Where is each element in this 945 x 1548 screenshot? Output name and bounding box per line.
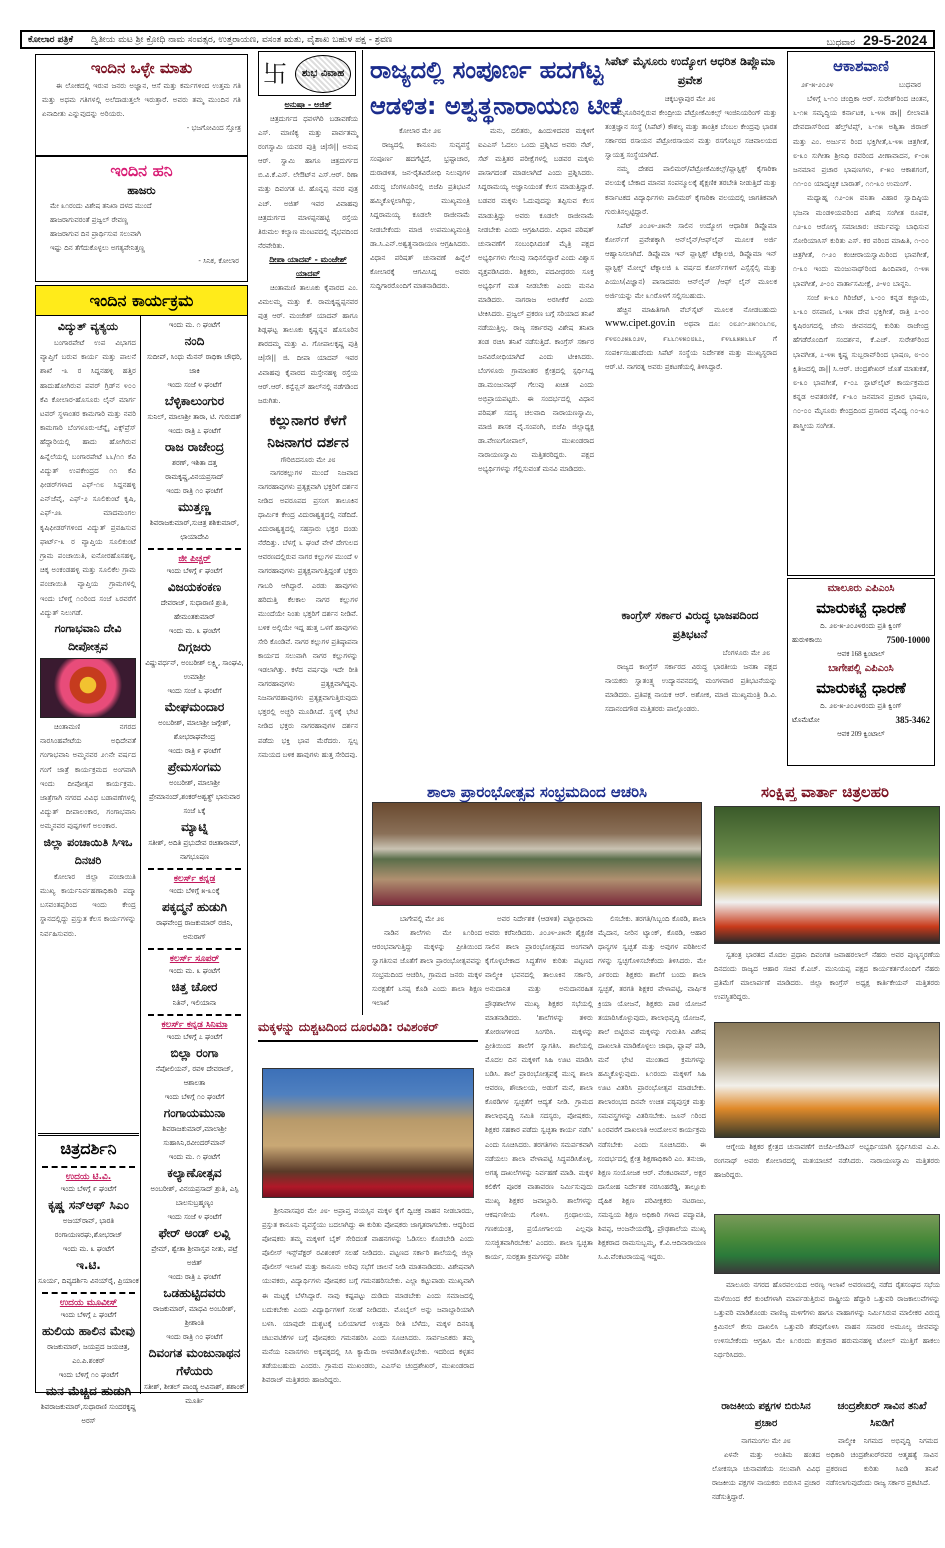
- programs-left-column: [40, 318, 136, 941]
- market1-date: ದಿ. ೨೮-೫-೨೦೨೪ರಂದು ಪ್ರತಿ ಕ್ವಿಂಗ್: [820, 622, 902, 630]
- panchanga-line: ದ್ವಿತೀಯ ಮಟ ಶ್ರೀ ಕ್ರೋಧಿ ನಾಮ ಸಂವತ್ಸರ, ಉತ್ತರಾಯಣ, ವಸಂತ ಋತು, ವೈಶಾಖ ಬಹುಳ ಪಕ್ಷ - ಶ್ರವಣ: [90, 34, 393, 45]
- tv-channel-name: ಕಲರ್ಸ್ ಸೂಪರ್: [169, 954, 220, 964]
- tv-channel-name: ಕಲರ್ಸ್ ಕನ್ನಡ: [173, 874, 216, 884]
- chandrashekhar-text: ವಾಲ್ಮೀಕಿ ನಿಗಮದ ಅಭಿವೃದ್ಧಿ ನಿಗಮದ ಅಧಿಕಾರಿ ಚಂದ್ರಶೇಖರ್‌ರವರ ಆತ್ಮಹತ್ಯೆ ಸಾವಿನ ಪ್ರಕರಣದ ಕುರಿತು ಸಿಐಡಿ ತನಿಖೆ ನಡೆಸಲಾಗುವುದೆಂದು ರಾಜ್ಯ ಸರ್ಕಾರ ಪ್ರಕಟಿಸಿದೆ.: [826, 1437, 938, 1488]
- movie-title: ಪಕ್ಕದ್ಮನೆ ಹುಡುಗಿ: [161, 900, 228, 914]
- show-time: ಇಂದು ಸಂಜೆ ೬ ಘಂಟೆಗೆ: [167, 687, 222, 695]
- chitradarshini-section: [38, 1133, 139, 1425]
- movie-cast: ಶಿವರಾಜಕುಮಾರ್,ಮಾಲಾಶ್ರೀ ಸುಹಾಸಿನಿ,ರವೀಂದರ್‌ಮಾನ್: [162, 1125, 227, 1147]
- cipet-para4: ಹೆಚ್ಚಿನ ಮಾಹಿತಿಗಾಗಿ ವೆಬ್‌ಸೈಟ್ ಮೂಲಕ ನೋಡಬಹುದು: [617, 306, 777, 315]
- brief-caption1-text: ಸ್ವತಂತ್ರ ಭಾರತದ ಮೊದಲ ಪ್ರಧಾನಿ ದಿವಂಗತ ಜವಾಹರಲಾಲ್ ನೆಹರು ಅವರ ಪುಣ್ಯಸ್ಮರಣೆಯ ದಿನದಂದು ರಾಜ್ಯದ ಆಹಾರ ಸಚಿವ ಕೆ.ಎಚ್. ಮುನಿಯಪ್ಪ ಪಕ್ಷದ ಕಾರ್ಯಕರ್ತರೊಂದಿಗೆ ನೆಹರು ಪ್ರತಿಮೆಗೆ ಮಾಲಾರ್ಪಣೆ ಮಾಡಿದರು. ಜಿಲ್ಲಾ ಕಾಂಗ್ರೆಸ್ ಅಧ್ಯಕ್ಷ ಕಾರ್ತಿಕೇಯನ್ ಮತ್ತಿತರರು ಉಪಸ್ಥಿತರಿದ್ದರು.: [714, 951, 940, 1002]
- akashvani-date: ೨೯-೫-೨೦೨೪: [801, 81, 834, 89]
- movie-cast: ಅಜಯ್‌ರಾವ್, ಭಾರತಿ ರಂಗಾಯಣರಘು,ಶೋಭರಾಜ್: [54, 1217, 123, 1239]
- movie-title: ಬೆಳ್ಳಿಕಾಲುಂಗುರ: [164, 394, 225, 408]
- movie-title: ಪ್ರೇಮಸಂಗಮ: [167, 760, 222, 774]
- movie-cast: ದೇವರಾಜ್, ಸುಧಾರಾಣಿ ಶ್ರುತಿ, ಹೇಮಂತಕುಮಾರ್: [160, 599, 229, 621]
- tv-channel-name: ಉದಯ ಮೂವೀಸ್: [59, 1298, 118, 1308]
- tv-listings-column: [144, 318, 246, 1405]
- poem-line: ಇಷ್ಟು ದಿನ ತೆಗೆದುಕೊಳ್ಳಲು ಅಗತ್ಯವೇನಿತ್ತಣ್ಣ: [50, 244, 145, 252]
- zp-title: ಜಿಲ್ಲಾ ಪಂಚಾಯಿತಿ ಸಿಇಒ ದಿನಚರಿ: [43, 835, 133, 867]
- festival-body: [40, 720, 136, 834]
- show-time: ಇಂದು ರಾತ್ರಿ ೯ ಘಂಟೆಗೆ: [168, 747, 221, 755]
- section-divider: [148, 868, 241, 870]
- wedding-logo-text: ಶುಭ ವಿವಾಹ: [295, 55, 351, 93]
- akashvani-day: ಬುಧವಾರ: [898, 81, 921, 89]
- show-time: ಇಂದು ಬೆಳಿಗ್ಗೆ ೫-೩೦ಕ್ಕೆ: [169, 887, 220, 895]
- police-headline-rule: [258, 1040, 478, 1042]
- lead-col2: [478, 124, 594, 778]
- todays-drop-box: [35, 156, 248, 282]
- school-col2-text: ಅವರ ನಿರ್ದೇಶಕ (ಆಡಳಿತ) ಪಟ್ಟಾಭಿರಾಮ ಅವರು ಕರೆನೀಡಿದರು. ೨೦೨೪-೨೫ನೇ ಶೈಕ್ಷಣಿಕ ಸಾಲಿನ ಶಾಲಾ ಪ್ರಾರಂಭೋತ್ಸವದ ಅಂಗವಾಗಿ ಕೈಗೊಳ್ಳಬೇಕಾದ ಸಿದ್ಧತೆಗಳ ಕುರಿತು ಪಟ್ಟಣದ ವಾಲ್ಮೀಕಿ ಭವನದಲ್ಲಿ ತಾಲೂಕಿನ ಸರ್ಕಾರಿ, ಅನುದಾನಿತ ಮತ್ತು ಅನುದಾನರಹಿತ ಪ್ರೌಢಶಾಲೆಗಳ ಮುಖ್ಯ ಶಿಕ್ಷಕರ ಸಭೆಯಲ್ಲಿ ಮಾತನಾಡಿದರು. 'ಶಾಲೆಗಳನ್ನು ತಳಿರು ತೋರಣಗಳಿಂದ ಸಿಂಗರಿಸಿ. ಮಕ್ಕಳನ್ನು ಪ್ರೀತಿಯಿಂದ ಶಾಲೆಗೆ ಸ್ವಾಗತಿಸಿ. ಶಾಲೆಯಲ್ಲಿ ಮೊದಲ ದಿನ ಮಕ್ಕಳಿಗೆ ಸಿಹಿ ಊಟ ಮಾಡಿಸಿ ಬಡಿಸಿ. ಶಾಲೆ ಪ್ರಾರಂಭೋತ್ಸವಕ್ಕೆ ಮುನ್ನ ಶಾಲಾ ಆವರಣ, ಶೌಚಾಲಯ, ಅಡುಗೆ ಮನೆ, ಶಾಲಾ ಕೊಠಡಿಗಳ ಸ್ವಚ್ಛತೆಗೆ ಆದ್ಯತೆ ನೀಡಿ. ಗ್ರಾಮದ ಶಾಲಾಭಿವೃದ್ಧಿ ಸಮಿತಿ ಸದಸ್ಯರು, ಪೋಷಕರು, ಶಿಕ್ಷಕರ ಸಹಕಾರ ಪಡೆದು ಸ್ವಚ್ಛತಾ ಕಾರ್ಯ ನಡೆಸಿ' ಎಂದು ಸೂಚಿಸಿದರು. ತರಗತಿಗಳು ಸಮರ್ಪಕವಾಗಿ ನಡೆಯಲು ಶಾಲಾ ವೇಳಾಪಟ್ಟಿ ಸಿದ್ಧಪಡಿಸಿಕೊಳ್ಳಿ, ಅಗತ್ಯ ದಾಖಲೆಗಳನ್ನು ನಿರ್ವಹಣೆ ಮಾಡಿ. ಮಕ್ಕಳ ಕಲಿಕೆಗೆ ಪೂರಕ ವಾತಾವರಣ ನಿರ್ಮಿಸುವುದು ಮುಖ್ಯ ಶಿಕ್ಷಕರ ಜವಾಬ್ದಾರಿ. ಶಾಲೆಗಳನ್ನು ಆಕರ್ಷಣೀಯ ಗೊಳಿಸಿ. ಗ್ರಂಥಾಲಯ, ಗಣಕಯಂತ್ರ, ಪ್ರಯೋಗಾಲಯ ಎಲ್ಲವೂ ಸುಸಜ್ಜಿತವಾಗಿರಬೇಕು' ಎಂದರು. ಶಾಲಾ ಸ್ವಚ್ಛತಾ ಕಾರ್ಯ, ಸುರಕ್ಷತಾ ಕ್ರಮಗಳನ್ನು ಪರಿಶೀ: [485, 915, 593, 1262]
- market2-price: 385-3462: [895, 715, 930, 725]
- section-divider: [42, 1166, 135, 1168]
- couple1-name: ಅನುಷಾ - ಅಜಿತ್: [284, 100, 332, 109]
- good-word-source: - ಭಜಗೋವಿಂದ ಸ್ತೋತ್ರ: [186, 123, 241, 132]
- movie-cast: ಪ್ರೇಮ್, ಶ್ವೇತಾ ಶ್ರೀವಾಸ್ತವ ನೀತು, ಪಟ್ರೆ ಅಜಿತ್: [151, 1245, 238, 1267]
- zp-body: [40, 870, 136, 941]
- protest-dateline: ಬೆಂಗಳೂರು ಮೇ ೨೮: [722, 649, 770, 657]
- movie-cast: ನಿತಿನ್, ಇಲಿಯಾನಾ: [172, 999, 217, 1007]
- market2-date: ದಿ. ೨೮-೫-೨೦೨೪ರಂದು ಪ್ರತಿ ಕ್ವಿಂಗ್: [820, 702, 902, 710]
- movie-title: ಚಿತ್ತ ಚೋರ: [171, 980, 218, 994]
- market2-arrival: ಆವಕ 209 ಕ್ವಿಂಟಾಲ್: [837, 730, 885, 738]
- movie-cast: ನೆಪೋಲಿಯನ್, ರವಳಿ ದೇವರಾಜ್, ಆಶಾಲತಾ: [155, 1065, 234, 1087]
- lead-col2-text: ಮನು, ದಲಿತರು, ಹಿಂದುಳಿದವರ ಮಕ್ಕಳಿಗೆ ಐಎಎಸ್ ಓದಲು ಒಂದು ಪ್ರಶ್ನಿಸಿದ ಅವರು ನೆಟ್, ಸೆಟ್ ಮತ್ತಿತರ ಪರೀಕ್ಷೆಗಳಲ್ಲಿ ಬಡವರ ಮಕ್ಕಳು ಪಾಸಾಗದಂತೆ ಮಾಡಲಾಗಿದೆ ಎಂದು ಪ್ರಶ್ನಿಸಿದರು. ಸಿದ್ದರಾಮಯ್ಯ ಅಜ್ಞಾನಿಯಂತೆ ಕೆಲಸ ಮಾಡುತ್ತಿದ್ದಾರೆ. ಬಡವರ ಮಕ್ಕಳು ಓದುವುದನ್ನು ತಪ್ಪಿಸುವ ಕೆಲಸ ಮಾಡುತ್ತಿದ್ದು ಅವರು ಕೂಡಲೇ ರಾಜೀನಾಮೆ ನೀಡಬೇಕು ಎಂದು ಆಗ್ರಹಿಸಿದರು. ವಿಧಾನ ಪರಿಷತ್ ಚುನಾವಣೆಗೆ ಸಂಬಂಧಿಸಿದಂತೆ ಮೈತ್ರಿ ಪಕ್ಷದ ಅಭ್ಯರ್ಥಿಗಳು ಗೆಲುವು ಸಾಧಿಸಲಿದ್ದಾರೆ ಎಂದು ವಿಶ್ವಾಸ ವ್ಯಕ್ತಪಡಿಸಿದರು. ಶಿಕ್ಷಕರು, ಪದವೀಧರರು ಸೂಕ್ತ ಅಭ್ಯರ್ಥಿಗೆ ಮತ ನೀಡಬೇಕು ಎಂದು ಮನವಿ ಮಾಡಿದರು. ನಾಗರಾಜ ಅರಸೀಕೆರೆ ಎಂದು ಟೀಕಿಸಿದರು. ಪ್ರಜ್ವಲ್ ಪ್ರಕರಣ ಬಗ್ಗೆ ಸರಿಯಾದ ತನಿಖೆ ನಡೆಯುತ್ತಿಲ್ಲ. ರಾಜ್ಯ ಸರ್ಕಾರವು ವಿಶೇಷ ತನಿಖಾ ತಂಡ ರಚಿಸಿ ತನಿಖೆ ನಡೆಸುತ್ತಿದೆ. ಕಾಂಗ್ರೆಸ್ ಸರ್ಕಾರ ಜನವಿರೋಧಿಯಾಗಿದೆ ಎಂದು ಟೀಕಿಸಿದರು. ಬೆಂಗಳೂರು ಗ್ರಾಮಾಂತರ ಕ್ಷೇತ್ರದಲ್ಲಿ ಸ್ಪರ್ಧಿಸಿದ್ದ ಡಾ.ಮಂಜುನಾಥ್ ಗೆಲುವು ಖಚಿತ ಎಂದು ಅಭಿಪ್ರಾಯಪಟ್ಟರು. ಈ ಸಂದರ್ಭದಲ್ಲಿ ವಿಧಾನ ಪರಿಷತ್ ಸದಸ್ಯ ಚಲವಾದಿ ನಾರಾಯಣಸ್ವಾಮಿ, ಮಾಜಿ ಶಾಸಕ ವೈ.ಸಂಪಂಗಿ, ಬಿಜೆಪಿ ಜಿಲ್ಲಾಧ್ಯಕ್ಷ ಡಾ.ವೇಣುಗೋಪಾಲ್, ಮುಖಂಡರಾದ ನಾರಾಯಣಸ್ವಾಮಿ ಮತ್ತಿತರರಿದ್ದರು. ಪಕ್ಷದ ಅಭ್ಯರ್ಥಿಗಳನ್ನು ಗೆಲ್ಲಿಸುವಂತೆ ಮನವಿ ಮಾಡಿದರು.: [478, 127, 594, 474]
- section-divider: [148, 1014, 241, 1016]
- protest-text: ರಾಜ್ಯದ ಕಾಂಗ್ರೆಸ್ ಸರ್ಕಾರದ ವಿರುದ್ಧ ಭಾರತೀಯ ಜನತಾ ಪಕ್ಷದ ನಾಯಕರು ಸ್ವಾತಂತ್ರ್ಯ ಉದ್ಯಾನವನದಲ್ಲಿ ಮಂಗಳವಾರ ಪ್ರತಿಭಟನೆಯನ್ನು ಮಾಡಿದರು. ಪ್ರತಿಪಕ್ಷ ನಾಯಕ ಆರ್. ಅಶೋಕ, ಮಾಜಿ ಮುಖ್ಯಮಂತ್ರಿ ಡಿ.ವಿ. ಸದಾನಂದಗೌಡ ಮತ್ತಿತರರು ಪಾಲ್ಗೊಂಡರು.: [605, 663, 777, 714]
- movie-title: ದಿವಂಗತ ಮಂಜುನಾಥನ ಗೆಳೆಯರು: [148, 1346, 241, 1378]
- cipet-dateline: ಚಿಕ್ಕಬಳ್ಳಾಪುರ ಮೇ ೨೮: [664, 95, 716, 103]
- section-divider: [148, 548, 241, 550]
- market1-price: 7500-10000: [886, 635, 930, 645]
- masthead-strip: [20, 30, 935, 49]
- movie-cast: ಸತೀಶ್, ಅದಿತಿ ಪ್ರಭುದೇವ ರಚಿತಾರಾಮ್, ನಾಗಭೂಷಣ: [148, 839, 241, 861]
- show-time: ಇಂದು ರಾತ್ರಿ ೭ ಘಂಟೆಗೆ: [168, 427, 221, 435]
- cipet-website-link[interactable]: www.cipet.gov.in: [605, 318, 676, 330]
- show-time: ಇಂದು ಬೆಳಿಗ್ಗೆ ೧೦ ಘಂಟೆಗೆ: [58, 1371, 119, 1379]
- cipet-contact: ಅಥವಾ ದೂ: ೦೮೨೧-೨೫೧೦೬೧೮, ೯೪೮೦೨೫೩೦೨೪, ೯೬೬೧೪೫೦೮೩೭, ೯೪೬೩೫೫೬೬೯ ಗೆ ಸಂಪರ್ಕಿಸಬಹುದೆಂದು ಸಿಪೆಟ್ ಸಂಸ್ಥೆಯ ನಿರ್ದೇಶಕ ಮತ್ತು ಮುಖ್ಯಸ್ಥರಾದ ಆರ್.ಟಿ. ನಾಗರತ್ನ ಅವರು ಪ್ರಕಟಣೆಯಲ್ಲಿ ತಿಳಿಸಿದ್ದಾರೆ.: [605, 320, 777, 371]
- movie-cast: ಸತೀಶ್, ಶೀತಲ್ ಪಾಂಡ್ಯ ಅವಿನಾಶ್, ಶಶಾಂಕ್ ಮೂರ್ತಿ: [144, 1383, 246, 1405]
- movie-cast: ರಾಘವೇಂದ್ರ ರಾಜಕುಮಾರ್ ರಜಿನಿ, ಅನುರಾಗ್: [156, 919, 233, 941]
- police-text: ಶ್ರೀನಿವಾಸಪುರ ಮೇ ೨೮- ಅಪ್ರಾಪ್ತ ವಯಸ್ಸಿನ ಮಕ್ಕಳ ಕೈಗೆ ದ್ವಿಚಕ್ರ ವಾಹನ ನೀಡಬಾರದು, ಪ್ರಸ್ತುತ ಕಾನೂನು ವ್ಯವಸ್ಥೆಯು ಬದಲಾಗಿದ್ದು ಈ ಕುರಿತು ಪೋಷಕರು ಜಾಗೃತರಾಗಬೇಕು. ಆದ್ದರಿಂದ ಪೋಷಕರು ತಮ್ಮ ಮಕ್ಕಳಿಗೆ ಬೈಕ್ ಸೇರಿದಂತೆ ವಾಹನಗಳನ್ನು ಓಡಿಸಲು ಕೊಡಬೇಡಿ ಎಂದು ಪೊಲೀಸ್ ಇನ್ಸ್‌ಪೆಕ್ಟರ್ ರವಿಶಂಕರ್ ಸಲಹೆ ನೀಡಿದರು. ಪಟ್ಟಣದ ಸರ್ಕಾರಿ ಶಾಲೆಯಲ್ಲಿ ಜಿಲ್ಲಾ ಪೊಲೀಸ್ ಇಲಾಖೆ ಮತ್ತು ಕಾನೂನು ಅರಿವು ಸಭೆಗೆ ಚಾಲನೆ ನೀಡಿ ಮಾತನಾಡಿದರು. ವಿಶೇಷವಾಗಿ ಯುವಕರು, ವಿದ್ಯಾರ್ಥಿಗಳು ಪೋಷಕರ ಬಗ್ಗೆ ಗಮನಹರಿಸಬೇಕು. ಎಲ್ಲಾ ಕಟ್ಟುಪಾಡು ಮುಖ್ಯವಾಗಿ ಈ ಮಟ್ಟಕ್ಕೆ ಬೆಳೆಸಿದ್ದಾರೆ. ನಾವು ಕಷ್ಟಪಟ್ಟು ದುಡಿದು ಮಾಡಬೇಕು ಎಂದು ಸಮಾಜದಲ್ಲಿ ಬದುಕಬೇಕು ಎಂದು ವಿದ್ಯಾರ್ಥಿಗಳಿಗೆ ಸಲಹೆ ನೀಡಿದರು. ಮೊಬೈಲ್ ಅನ್ನು ಜವಾಬ್ದಾರಿಯಾಗಿ ಬಳಸಿ. ಯಾವುದೇ ದುಶ್ಚಟಕ್ಕೆ ಬಲಿಯಾಗದೆ ಉತ್ತಮ ರೀತಿ ಬೆಳೆದು, ಮಕ್ಕಳ ದಿನನಿತ್ಯ ಚಟುವಟಿಕೆಗಳ ಬಗ್ಗೆ ಪೋಷಕರು ಗಮನಹರಿಸಿ ಎಂದು ಸೂಚಿಸಿದರು. ಸಾರ್ವಜನಿಕರು ತಮ್ಮ ಮನೆಯ ನಿವಾಸಗಳು ಅಕ್ಕಪಕ್ಕದಲ್ಲಿ ಸಿಸಿ ಕ್ಯಾಮೆರಾ ಅಳವಡಿಸಿಕೊಳ್ಳಬೇಕು. ಇದರಿಂದ ಕಳ್ಳತನ ತಡೆಯಬಹುದು ಎಂದರು. ಗ್ರಾಮದ ಮುಖಂಡರು, ಎಎಸ್‌ಐ ಚಂದ್ರಶೇಖರ್, ಮುಖಂಡರಾದ ಶಿವರಾಜ್ ಮತ್ತಿತರರು ಹಾಜರಿದ್ದರು.: [262, 1207, 474, 1385]
- movie-title: ಒಡಹುಟ್ಟಿದವರು: [163, 1286, 226, 1300]
- todays-drop-subtitle: ಹಾಜರು: [127, 184, 156, 197]
- movie-cast: ಶಿವರಾಜಕುಮಾರ್,ಸುಚಿತ್ರ ಶಶಿಕುಮಾರ್, ಛಾಯಾದೇವಿ: [149, 519, 240, 541]
- issue-date-value: 29-5-2024: [863, 31, 927, 48]
- programs-column-divider: [140, 316, 141, 1394]
- show-time: ಇಂದು ಮ. ೩ ಘಂಟೆಗೆ: [168, 627, 221, 635]
- movie-cast: ಅಂಬರೀಶ್, ಮಾಲಾಶ್ರೀ ಜಗ್ಗೇಶ್, ಶೋಭರಾಘವೇಂದ್ರ: [158, 719, 231, 741]
- market1-apmc: ಮಾಲೂರು ಎಪಿಎಂಸಿ: [827, 583, 895, 594]
- akashvani-evening: ಸಂಜೆ ೫-೩೦ ಗಿರಿಜೆಟ್, ೬-೦೦ ಕನ್ನಡ ಕಜ್ಜಾಯ, ೬-೩೦ ರಸವಾಣಿ, ೬-೫೫ ದೇವ ಭಕ್ತಿಗೀತೆ, ರಾತ್ರಿ ೭-೦೦ ಕೃಷಿರಂಗದಲ್ಲಿ ಜೇನು ಜೀವನದಲ್ಲಿ ಕುರಿತು ರಾಜೇಂದ್ರ ಹೆಗಡೆರೊಂದಿಗೆ ಸಂದರ್ಶನ, ಕೆ.ಎಚ್. ಸುರೇಶ್‌ರಿಂದ ಭಾವಗೀತ, ೭-೪೫ ಕೃಷ್ಣ ಸುಬ್ಬರಾವ್‌ರಿಂದ ಭಾಷಣ, ೮-೦೦ ಕ್ಷಿತಿಜದಲ್ಲಿ ಡಾ|| ಸಿ.ಆರ್. ಚಂದ್ರಶೇಖರ್ ಜೊತೆ ಮಾತುಕತೆ, ೮-೩೦ ಭಾವಗೀತೆ, ೯-೦೭ ಸ್ಪಾಟ್‌ಲೈಟ್ ಕಾರ್ಯಕ್ರಮದ ಕನ್ನಡ ಅವತರಣಿಕೆ, ೯-೩೦ ಜನಮಾನ ಪ್ರಚಾರ ಭಾಷಣ, ೧೦-೦೦ ಮೈಸೂರು ಕೇಂದ್ರದಿಂದ ಪ್ರಸಾರದ ವೈವಿಧ್ಯ ೧೦-೩೦ ಶಾಸ್ತ್ರೀಯ ಸಂಗೀತ.: [793, 292, 929, 430]
- snake-headline: ಕಲ್ಲುನಾಗರ ಕೆಳಗೆ ನಿಜನಾಗರ ದರ್ಶನ: [267, 412, 349, 451]
- market2-row: [792, 713, 930, 727]
- poem-line: ಹಾಜರಾಗುವ ದಿನ ಪ್ರಾರ್ಥಿಸುವ ಸಲುವಾಗಿ: [50, 230, 141, 238]
- movie-title: ದಿಗ್ಗಜರು: [177, 640, 212, 654]
- movie-title: ಫೇರ್ ಅಂಡ್ ಲವ್ಲಿ: [158, 1226, 231, 1240]
- school-dateline: ಬಾಗೇಪಲ್ಲಿ ಮೇ ೨೮: [399, 915, 445, 923]
- section-divider: [42, 1292, 135, 1294]
- poem-line: ಮೇ ೩೧ರಂದು ವಿಶೇಷ ತನಿಖಾ ದಳದ ಮುಂದೆ: [50, 202, 152, 210]
- school-col3: [598, 912, 706, 1540]
- snake-text: [258, 466, 358, 796]
- todays-drop-poem: [44, 199, 239, 255]
- good-word-title: ಇಂದಿನ ಒಳ್ಳೇ ಮಾತು: [90, 59, 193, 77]
- parties-dateline: ನಾಗಮಂಗಲ ಮೇ ೨೮: [741, 1437, 791, 1445]
- market1-title: ಮಾರುಕಟ್ಟೆ ಧಾರಣೆ: [816, 599, 906, 617]
- todays-programs-header: [36, 286, 247, 316]
- show-time: ಇಂದು ಮ. ೩ ಘಂಟೆಗೆ: [168, 967, 221, 975]
- lead-col1: [370, 138, 470, 778]
- snake-dateline: ಗೌರಿಬಿದನೂರು ಮೇ ೨೮: [280, 455, 336, 464]
- chandrashekhar-headline: ಚಂದ್ರಶೇಖರ್ ಸಾವಿನ ತನಿಖೆ ಸಿಐಡಿಗೆ: [837, 1401, 927, 1429]
- tv-channel-name: ಜೀ ಪಿಚ್ಚರ್: [178, 554, 211, 564]
- nehru-tribute-photo: [714, 806, 940, 944]
- issue-date: [826, 32, 927, 48]
- brief-caption2: [714, 1140, 940, 1212]
- school-col1-text: ನಾಡಿನ ಶಾಲೆಗಳು ಮೇ ೩೧ರಿಂದ ಆರಂಭವಾಗುತ್ತಿದ್ದು ಮಕ್ಕಳನ್ನು ಪ್ರೀತಿಯಿಂದ ಸ್ವಾಗತಿಸುವ ಜೊತೆಗೆ ಶಾಲಾ ಪ್ರಾರಂಭೋತ್ಸವವನ್ನು ಸಂಭ್ರಮದಿಂದ ಆಚರಿಸಿ, ಗ್ರಾಮದ ಜನರು ಮಕ್ಕಳ ಸುರಕ್ಷತೆಗೆ ೬ನಪ್ಪ ಕೊಡಿ ಎಂದು ಶಾಲಾ ಶಿಕ್ಷಣ ಇಲಾಖೆ: [372, 929, 482, 1008]
- parties-text: ಏಳನೇ ಮತ್ತು ಅಂತಿಮ ಹಂತದ ಲೋಕಸಭಾ ಚುನಾವಣೆಯ ಸಲುವಾಗಿ ವಿವಿಧ ರಾಜಕೀಯ ಪಕ್ಷಗಳ ನಾಯಕರು ಬಿರುಸಿನ ಪ್ರಚಾರ ನಡೆಸುತ್ತಿದ್ದಾರೆ.: [712, 1451, 820, 1502]
- show-time: ಇಂದು ಮ. ೧ ಘಂಟೆಗೆ: [168, 1153, 221, 1161]
- movie-title: ಕೃಷ್ಣ ಸನ್‌ಆಫ್ ಸಿಎಂ: [48, 1198, 129, 1212]
- todays-programs-title: ಇಂದಿನ ಕಾರ್ಯಕ್ರಮ: [89, 291, 194, 310]
- wedding1-text: [258, 112, 358, 253]
- movie-cast: ಸುನಿಲ್, ಮಾಲಾಶ್ರೀ ತಾರಾ, ಟಿ. ಗುರುದತ್: [147, 413, 242, 421]
- show-time: ಇಂದು ರಾತ್ರಿ ೧೦ ಘಂಟೆಗೆ: [166, 487, 223, 495]
- movie-cast: ವಿಷ್ಣುವರ್ಧನ್, ಅಂಬರೀಶ್ ಲಕ್ಷ್ಮಿ, ಸಾಂಘವಿ, ಉಮಾಶ್ರೀ: [145, 659, 244, 681]
- poem-line: ಹಾಜರಾಗುವರಂತೆ ಪ್ರಜ್ವಲ್ ರೇವಣ್ಣ: [50, 216, 128, 224]
- show-time: ಇಂದು ಸಂಜೆ ೪ ಘಂಟೆಗೆ: [167, 1213, 222, 1221]
- movie-cast: ರಾಜಕುಮಾರ್, ಮಾಧವಿ ಅಂಬರೀಶ್, ಶ್ರೀಶಾಂತಿ: [153, 1305, 236, 1327]
- movie-title: ಮುತ್ತಣ್ಣ: [178, 500, 211, 514]
- wedding1-body: ಚಿತ್ರದುರ್ಗದ ಧವಳಗಿರಿ ಬಡಾವಣೆಯ ಎಸ್. ಮಾಣಿಕ್ಯ ಮತ್ತು ಪಾರ್ವತಮ್ಮ ರಂಗಸ್ವಾಮಿ ಯವರ ಪುತ್ರಿ ಚಿ|ಸೌ|| ಅನುಷ ಆರ್. ಸ್ವಾಮಿ ಹಾಗೂ ಚಿತ್ರದುರ್ಗದ ಬಿ.ವಿ.ಕೆ.ಎಸ್. ಲೇಔಟ್‌ನ ಎಸ್.ಆರ್. ರಿಣಾ ಮತ್ತು ದಿವಂಗತ ಟಿ. ಹೊನ್ನಪ್ಪ ನವರ ಪುತ್ರ ಎಚ್. ಅಜಿತ್ ಇವರ ವಿವಾಹವು ಚಿತ್ರದುರ್ಗದ ಮಾಳಪ್ಪನಹಟ್ಟಿ ರಸ್ತೆಯ ತಿರುಮಲ ಕಲ್ಯಾಣ ಮಂಟಪದಲ್ಲಿ ವೈಭವದಿಂದ ನೆರವೇರಿತು.: [258, 115, 358, 250]
- movie-cast: ಸೂರ್ಯ, ದಿವ್ಯದರ್ಶಿನಿ ವಿನಯ್‌ರೈ, ಪ್ರಿಯಾಂಕ: [38, 1277, 139, 1285]
- school-col2: [485, 912, 593, 1540]
- cipet-para2: ನಮ್ಮ ದೇಶದ ಪಾಲಿಮರ್/ಪೆಟ್ರೋಕೆಮಿಕಲ್ಸ್/ಪ್ಲಾಸ್ಟಿಕ್ಸ್ ಕೈಗಾರಿಕಾ ವಲಯಕ್ಕೆ ಬೇಕಾದ ಮಾನವ ಸಂಪನ್ಮೂಲಕ್ಕೆ ಶೈಕ್ಷಣಿಕ ತರಬೇತಿ ನೀಡುತ್ತಿದೆ ಮತ್ತು ಕರ್ನಾಟಕದ ವಿದ್ಯಾರ್ಥಿಗಳು ಪಾಲಿಮರ್ ಕೈಗಾರಿಕಾ ವಲಯದಲ್ಲಿ ಜಾಗತಿಕವಾಗಿ ಗುರುತಿಸಲ್ಪಟ್ಟಿದ್ದಾರೆ.: [605, 165, 777, 216]
- protest-headline: ಕಾಂಗ್ರೆಸ್ ಸರ್ಕಾರ ವಿರುದ್ಧ ಭಾಜಪದಿಂದ ಪ್ರತಿಭಟನೆ: [621, 609, 759, 641]
- wedding2-text: [258, 281, 358, 408]
- movie-title: ಗಂಗಾಯಮುನಾ: [163, 1106, 226, 1120]
- good-word-body: [42, 79, 241, 122]
- movie-cast: ಶಿವರಾಜಕುಮಾರ್,ಸುಧಾರಾಣಿ ಸುಂದರಕೃಷ್ಣ ಅರಸ್: [40, 1403, 137, 1425]
- akashvani-title: ಆಕಾಶವಾಣಿ: [833, 57, 889, 75]
- akashvani-box: [787, 51, 935, 576]
- brief-caption1: [714, 948, 940, 1020]
- farmers-meeting-photo: [714, 1214, 940, 1274]
- power-cut-title: ವಿದ್ಯುತ್ ವ್ಯತ್ಯಯ: [57, 320, 119, 333]
- movie-title: ಇ.ಟಿ.: [76, 1258, 101, 1272]
- market2-title: ಮಾರುಕಟ್ಟೆ ಧಾರಣೆ: [816, 679, 906, 697]
- show-time: ಇಂದು ಬೆಳಿಗ್ಗೆ ೯ ಘಂಟೆಗೆ: [166, 567, 223, 575]
- market1-row: [792, 633, 930, 647]
- police-body: [262, 1204, 474, 1540]
- good-word-text: ಈ ಲೋಕದಲ್ಲಿ ಇರುವ ಜನರು ಅಜ್ಞಾನ, ಆಸೆ ಮತ್ತು ಕರ್ಮಗಳಿಂದ ಉತ್ತಮ ಗತಿ ಮತ್ತು ಅಧಮ ಗತಿಗಳಲ್ಲಿ ಅಲೆದಾಡುತ್ತಲೇ ಇರುತ್ತಾರೆ. ಅವರು ತಮ್ಮ ಮುಂದಿನ ಗತಿ ಏನಾದೀತು ಎನ್ನುವುದನ್ನು ಅರಿಯರು.: [42, 81, 241, 119]
- tv-channel-name: ಉದಯ ಟಿ.ವಿ.: [65, 1172, 112, 1182]
- lead-headline-line1: ರಾಜ್ಯದಲ್ಲಿ ಸಂಪೂರ್ಣ ಹದಗೆಟ್ಟ: [370, 56, 604, 84]
- brief-caption3: [714, 1278, 940, 1396]
- school-meeting-photo: [372, 802, 702, 906]
- festival-text: ಚಿಂತಾಮಣಿ ನಗರದ ನಾರಸಿಂಹಪೇಟೆಯ ಅಧಿದೇವತೆ ಗಂಗಾಭವಾನಿ ಅಮ್ಮನವರ ೨೧ನೇ ವರ್ಷದ ಗಂಗೆ ಜಾತ್ರೆ ಕಾರ್ಯಕ್ರಮದ ಅಂಗವಾಗಿ ಇಂದು ದೀಪೋತ್ಸವ ಕಾರ್ಯಕ್ರಮ. ಜಾತ್ರೆಗಾಗಿ ನಗರದ ವಿವಿಧ ಬಡಾವಣೆಗಳಲ್ಲಿ ವಿದ್ಯುತ್ ದೀಪಾಲಂಕಾರ, ಗಂಗಾಭವಾನಿ ಅಮ್ಮನವರ ಪುಷ್ಪಗಳಿಗೆ ಅಲಂಕಾರ.: [40, 722, 136, 831]
- akashvani-schedule: [793, 92, 929, 433]
- show-time: ಇಂದು ರಾತ್ರಿ ೧೦ ಘಂಟೆಗೆ: [166, 1333, 223, 1341]
- cipet-body: [605, 106, 777, 536]
- festival-title: ಗಂಗಾಭವಾನಿ ದೇವಿ ದೀಪೋತ್ಸವ: [54, 622, 122, 654]
- market2-item: ಟೊಮೆಟೋ: [792, 716, 820, 724]
- movie-title: ನಂದಿ: [184, 334, 205, 348]
- show-time: ಇಂದು ಮ. ೧ ಘಂಟೆಗೆ: [168, 321, 221, 329]
- candidate-campaign-photo: [714, 1022, 940, 1138]
- show-time: ಇಂದು ಮ. ೩ ಘಂಟೆಗೆ: [62, 1245, 115, 1253]
- show-time: ಇಂದು ಬೆಳಿಗ್ಗೆ ೯ ಘಂಟೆಗೆ: [60, 1185, 117, 1193]
- market1-arrival: ಆವಕ 168 ಕ್ವಿಂಟಾಲ್: [837, 650, 885, 658]
- movie-cast: ಅಂಬರೀಶ್, ಮಾಲಾಶ್ರೀ ಪ್ರೇಮಾನಂದ್,ಶಂಕರ್‌ಅಶ್ವತ್ಥ್ ಭಾನುವಾರ ಸಂಜೆ ೬ಕ್ಕೆ: [149, 779, 240, 815]
- movie-title: ವಿಜಯಕಂಕಣ: [167, 580, 222, 594]
- brief-caption3-text: ಮಾಲೂರು ನಗರದ ಹೊರವಲಯದ ಅರಣ್ಯ ಇಲಾಖೆ ಅವರಣದಲ್ಲಿ ನಡೆದ ರೈತಸಂಘದ ಸಭೆಯ ಮಳೆಯಿಂದ ಕೆರೆ ಕುಂಟೆಗಳಾಗಿ ಮಾರ್ಪಡುತ್ತಿರುವ ರಾಷ್ಟ್ರೀಯ ಹೆದ್ದಾರಿ ಒತ್ತುವರಿ ರಾಜಕಾಲುವೆಗಳನ್ನು ಒತ್ತುವರಿ ಮಾಡಿಕೊಂಡು ವಾಣಿಜ್ಯ ಮಳಿಗೆಗಳು ಹಾಗೂ ವಾಹಾಗಳನ್ನು ನಿರ್ಮಿಸಿರುವ ಮಾಲೀಕರ ವಿರುದ್ಧ ಕ್ರಿಮಿನಲ್ ಕೇಸು ದಾಖಲಿಸಿ ಒತ್ತುವರಿ ತೆರವುಗೊಳಿಸಿ ವಾಹನ ಸವಾರರ ಅಮೂಲ್ಯ ಜೀವವನ್ನು ಉಳಿಸಬೇಕೆಂದು ಆಗ್ರಹಿಸಿ ಮೇ ೩೧ರಂದು ಶುಕ್ರವಾರ ಹರುಮನಹಳ್ಳಿ ಟೋಲ್ ಮುತ್ತಿಗೆ ಹಾಕಲು ನಿರ್ಧರಿಸಿದರು.: [714, 1281, 940, 1360]
- todays-drop-title: ಇಂದಿನ ಹನಿ: [110, 161, 173, 180]
- movie-cast: ಸುದೀಪ್, ಸಿಂಧು ಮೆನನ್ ರಾಧಿಕಾ ಚೌಧರಿ, ಜಾಕಿ: [146, 353, 243, 375]
- power-cut-text: ಬಂಗಾರಪೇಟೆ ಉಪ ವಿಭಾಗದ ವ್ಯಾಪ್ತಿಗೆ ಬರುವ ಕಾರ್ಯ ಮತ್ತು ಪಾಲನೆ ಶಾಖೆ -೩ ರ ಸಿದ್ದನಹಳ್ಳಿ ಹತ್ತಿರ ಹಾದುಹೋಗಿರುವ ಪವರ್ ಗ್ರಿಡ್‌ನ ೪೦೦ ಕೆವಿ ಕೋಲಾರ-ಹೊಸೂರು ಲೈನ್ ಮಾರ್ಗ ಟವರ್ ಸ್ಥಳಾಂತರ ಕಾಮಗಾರಿ ಮತ್ತು ನವರಿ ಕಾಮಗಾರಿ ಬೆಂಗಳೂರು-ಚೆನ್ನೈ ಎಕ್ಸ್‌ಪ್ರೆಸ್ ಹೆದ್ದಾರಿಯಲ್ಲಿ ಹಾದು ಹೋಗಿರುವ ಹಿನ್ನೆಲೆಯಲ್ಲಿ ಬಂಗಾರಪೇಟೆ ೬೬/೧೧ ಕೆವಿ ವಿದ್ಯುತ್ ಉಪಕೇಂದ್ರದ ೧೧ ಕೆವಿ ಫೀಡರ್‌ಗಳಾದ ಎಫ್-೧೮ ಸಿದ್ದನಹಳ್ಳಿ ಎನ್‌ಜೆವೈ, ಎಫ್-೨ ಸೂಲಿಕುಂಟೆ ಕೃಷಿ, ಎಫ್-೨೩ ಮಾದಮಂಗಲ ಕೃಷಿಫೀಡರ್‌ಗಳಿಂದ ವಿದ್ಯುತ್ ಪ್ರವಹಿಸುವ ಫಾರ್ಟ್-೩ ರ ವ್ಯಾಪ್ತಿಯ ಸೂಲಿಕುಂಟೆ ಗ್ರಾಮ ಪಂಚಾಯಿತಿ, ಐನೋರಹೊಸಹಳ್ಳಿ, ಚಿಕ್ಕ ಅಂಕಂಡಹಳ್ಳಿ ಮತ್ತು ಸೂಲಿಕೆಲ ಗ್ರಾಮ ಪಂಚಾಯಿತಿ ವ್ಯಾಪ್ತಿಯ ಗ್ರಾಮಗಳಲ್ಲಿ ಇಂದು ಬೆಳಿಗ್ಗೆ ೧೦ರಿಂದ ಸಂಜೆ ೬ರವರೆಗೆ ವಿದ್ಯುತ್ ನಿಲುಗಡೆ.: [40, 338, 136, 617]
- todays-drop-author: - ಸಿನಿಕ, ಕೋಲಾರ: [198, 257, 239, 265]
- akashvani-afternoon: ಮಧ್ಯಾಹ್ನ ೧೨-೦೫ ವನಿತಾ ವಿಹಾರ ಸ್ವಾದಿಷ್ಠಿಯ ಭಜನಾ ಮಂಡಳಿಯವರಿಂದ ವಿಶೇಷ ಸಂಗೀತ ರೂಪಕ, ೧೨-೩೦ ಆರೋಗ್ಯ ಸಮಾಚಾರ: ಚರ್ಮವನ್ನು ಬಾಧಿಸುವ ಸೋರಿಯಾಸಿಸ್ ಕುರಿತು ಎಸ್. ಕರ ವರಿಂದ ಮಾಹಿತಿ, ೧-೦೦ ಚಿತ್ರಗೀತೆ, ೧-೨೦ ಕಂಚೀರಾಯಸ್ವಾಮಿರಿಂದ ಭಾವಗೀತೆ, ೧-೩೦ ಇಂದು ಮಂಜುನಾಥ್‌ರಿಂದ ಹಿಂದಿಪಾಠ, ೧-೪೫ ಭಾವಗೀತೆ, ೨-೦೦ ವಾರ್ತಾಸಮೀಕ್ಷೆ, ೨-೪೦ ಬಾನ್ದನಿ.: [793, 193, 929, 288]
- school-col3-text: ಲಿಸಬೇಕು. ತರಗತಿ/ಸಿಬ್ಬಂದಿ ಕೊಠಡಿ, ಶಾಲಾ ಮೈದಾನ, ನೀರಿನ ಟ್ಯಾಂಕ್, ಕೊಠಡಿ, ಆಹಾರ ಧಾನ್ಯಗಳ ಸ್ವಚ್ಛತೆ ಮತ್ತು ಅವುಗಳ ಪರಿಶೀಲನೆ ಗಳನ್ನು ಸ್ವಚ್ಛಗೊಳಿಸಬೇಕೆಂದು ತಿಳಿಸಿದರು. ಮೇ ೨೯ರಂದು ಶಿಕ್ಷಕರು ಶಾಲೆಗೆ ಬಂದು ಶಾಲಾ ಸ್ವಚ್ಛತೆ, ತರಗತಿ ಶಿಕ್ಷಕರ ವೇಳಾಪಟ್ಟಿ, ವಾರ್ಷಿಕ ಕ್ರಿಯಾ ಯೋಜನೆ, ಶಿಕ್ಷಕರು ಪಾಠ ಯೋಜನೆ ತಯಾರಿಸಿಕೊಳ್ಳುವುದು, ಶಾಲಾಭಿವೃದ್ಧಿ ಯೋಜನೆ, ಶಾಲೆ ಬಿಟ್ಟಿರುವ ಮಕ್ಕಳನ್ನು ಗುರುತಿಸಿ ವಿಶೇಷ ದಾಖಲಾತಿ ಮಾಡಿಕೊಳ್ಳಲು ಜಾಥಾ, ಫ್ಲಾಷ್ ಪಡಿ, ಮನೆ ಭೇಟಿ ಮುಂತಾದ ಕ್ರಮಗಳನ್ನು ಹಮ್ಮಿಕೊಳ್ಳುವುದು. ೩೧ರಂದು ಮಕ್ಕಳಿಗೆ ಸಿಹಿ ಊಟ ವಿತರಿಸಿ ಪ್ರಾರಂಭೋತ್ಸವ ಮಾಡಬೇಕು. ಶಾಲಾರಂಭದ ದಿನವೇ ಉಚಿತ ಪಠ್ಯಪುಸ್ತಕ ಮತ್ತು ಸಮವಸ್ತ್ರಗಳನ್ನು ವಿತರಿಸಬೇಕು. ಜೂನ್ ೧ರಿಂದ ೩೦ರವರೆಗೆ ದಾಖಲಾತಿ ಆಂದೋಲನ ಕಾರ್ಯಕ್ರಮ ನಡೆಸಬೇಕು ಎಂದು ಸೂಚಿಸಿದರು. ಈ ಸಂದರ್ಭದಲ್ಲಿ ಕ್ಷೇತ್ರ ಶಿಕ್ಷಣಾಧಿಕಾರಿ ಎಂ. ತನುಜಾ, ಶಿಕ್ಷಣ ಸಂಯೋಜಕ ಆರ್. ವೆಂಕಟರಾಮ್, ಅಕ್ಷರ ದಾಸೋಹ ನಿರ್ದೇಶಕ ನರಸಿಂಹರೆಡ್ಡಿ, ತಾಲ್ಲೂಕು ದೈಹಿಕ ಶಿಕ್ಷಣ ಪರಿವೀಕ್ಷಕರು ನಟರಾಜು, ಸಮನ್ವಯ ಶಿಕ್ಷಣ ಅಧಿಕಾರಿ ಗಳಾದ ಪದ್ಮಾವತಿ, ಶಿವಪ್ಪ, ಆಂಜನೇಯರೆಡ್ಡಿ, ಪ್ರೌಢಶಾಲೆಯ ಮುಖ್ಯ ಶಿಕ್ಷಕರಾದ ರಾಮಸುಬ್ಬಮ್ಮ, ಕೆ.ವಿ.ಆದಿನಾರಾಯಣ ಸಿ.ವಿ.ವೆಂಕಟರಾಯಪ್ಪ ಇದ್ದರು.: [598, 915, 706, 1262]
- lead-headline-line2: ಆಡಳಿತ: ಅಶ್ವತ್ಥನಾರಾಯಣ ಟೀಕೆ: [370, 92, 622, 120]
- vertical-divider: [362, 50, 363, 1015]
- good-word-box: [35, 54, 248, 156]
- market-price-box: [787, 578, 935, 766]
- show-time: ಇಂದು ಬೆಳಿಗ್ಗೆ ೧೦ ಘಂಟೆಗೆ: [164, 1093, 225, 1101]
- zp-text: ಕೋಲಾರ ಜಿಲ್ಲಾ ಪಂಚಾಯಿತಿ ಮುಖ್ಯ ಕಾರ್ಯನಿರ್ವಹಣಾಧಿಕಾರಿ ಪದ್ಮಾ ಬಸವಂತಪ್ಪರಿಂದ ಇಂದು ಕೇಂದ್ರ ಸ್ಥಾನದಲ್ಲಿದ್ದು ಪ್ರಸ್ತುತ ಕೆಲಸ ಕಾರ್ಯಗಳನ್ನು ನಿರ್ವಹಿಸುವರು.: [40, 871, 136, 938]
- section-divider: [148, 948, 241, 950]
- couple2-name: ದೀಪಾ ಯಾದವ್ - ಮಂಜೇಶ್ ಯಾದವ್: [269, 254, 347, 278]
- akashvani-morning: ಬೆಳಿಗ್ಗೆ ೬-೧೦ ಚಂದ್ರಿಕಾ ಆರ್. ಸುರೇಶ್‌ರಿಂದ ಚಿಂತನ, ೬-೧೫ ಸಮೃದ್ಧಿಯ ಕರ್ನಾಟಕ, ೬-೪೫ ಡಾ|| ಲೀಲಾವತಿ ದೇವದಾಸ್‌ರಿಂದ ಹೆಲ್ತ್‌ಟಿಪ್ಸ್, ೬-೧೫ ಅಶ್ವಿತಾ ಜಿರಾಜ್ ಮತ್ತು ಎಂ. ಅರ್ಜುನ ರಿಂದ ಭಕ್ತಿಗೀತೆ,೬-೪೫ ಚಿತ್ರಗೀತೆ, ೮-೩೦ ಸುಗೀತಾ ಶ್ರೀನಿಧಿ ರವರಿಂದ ವೀಣಾವಾದನ, ೯-೦೫ ಜನಮಾನ ಪ್ರಚಾರ ಭಾಷಣಗಳು, ೯-೫೦ ಆಕಾಶಗಂಗೆ, ೧೧-೦೦ ಯಾದೃಚ್ಛಿಕ ಬಾರಾತ್, ೧೧-೩೦ ಉಮಂಗ್.: [793, 94, 929, 189]
- chandrashekhar-body: [826, 1434, 938, 1518]
- power-cut-body: [40, 336, 136, 620]
- market2-apmc: ಬಾಗೇಪಲ್ಲಿ ಎಪಿಎಂಸಿ: [828, 663, 894, 674]
- cipet-para3: ಸಿಪೆಟ್ ೨೦೨೪-೨೫ನೇ ಸಾಲಿನ ಉದ್ಯೋಗ ಆಧಾರಿತ ಡಿಪ್ಲೊಮಾ ಕೋರ್ಸ್‌ಗೆ ಪ್ರವೇಶಕ್ಕಾಗಿ ಆನ್‌ಲೈನ್/ಆಫ್‌ಲೈನ್ ಮೂಲಕ ಅರ್ಜಿ ಆಹ್ವಾನಿಸಲಾಗಿದೆ. ಡಿಪ್ಲೊಮಾ ಇನ್ ಪ್ಲಾಸ್ಟಿಕ್ಸ್ ಟೆಕ್ನಾಲಜಿ, ಡಿಪ್ಲೊಮಾ ಇನ್ ಪ್ಲಾಸ್ಟಿಕ್ಸ್ ಮೋಲ್ಡ್ ಟೆಕ್ನಾಲಜಿ ೩ ವರ್ಷದ ಕೋರ್ಸ್‌ಗಳಿಗೆ ಎಸ್ಸೆಸ್ಸೆಲ್ಸಿ ಮತ್ತು ಪಿಯುಸಿ(ವಿಜ್ಞಾನ) ಪಾಸಾದವರು ಆನ್‌ಲೈನ್ /ಆಫ್ ಲೈನ್ ಮೂಲಕ ಅರ್ಜಿಯನ್ನು ಮೇ ೩೧ರೊಳಗೆ ಸಲ್ಲಿಸಬಹುದು.: [605, 221, 777, 301]
- school-col1: [372, 926, 482, 1012]
- movie-title: ಮೇಘಮಂದಾರ: [164, 700, 225, 714]
- movie-title: ಬಿಲ್ಲಾ ರಂಗಾ: [170, 1046, 219, 1060]
- movie-title: ರಾಜ ರಾಜೇಂದ್ರ: [164, 440, 224, 454]
- protest-body: [605, 660, 777, 772]
- wedding2-body: ಚಿಂತಾಮಣಿ ತಾಲೂಕು ಕೈವಾರದ ಎಂ. ವಿಮಲಮ್ಮ ಮತ್ತು ಕೆ. ರಾಮಕೃಷ್ಣಪ್ಪನವರ ಪುತ್ರ ಆರ್. ಮಂಜೇಶ್ ಯಾದವ್ ಹಾಗೂ ಶಿಡ್ಲಘಟ್ಟ ತಾಲೂಕು ಕೃಷ್ಣನ್ನನ ಹೊಸೂರಿನ ಶಾರದಮ್ಮ ಮತ್ತು ವಿ. ಗೋಪಾಲಕೃಷ್ಣ ಪುತ್ರಿ ಚಿ|ಸೌ|| ಜಿ. ದೀಪಾ ಯಾದವ್ ಇವರ ವಿವಾಹವು ಕೈವಾರದ ಮಸ್ತೇನಹಳ್ಳಿ ರಸ್ತೆಯ ಆರ್.ಆರ್. ಕನ್ವೆನ್ಷನ್ ಹಾಲ್‌ನಲ್ಲಿ ನಡೆಗಡಿಂದ ಜರುಗಿತು.: [258, 283, 358, 405]
- market1-item: ಹುರುಳಿಕಾಯಿ: [792, 636, 822, 644]
- movie-cast: ರಾಜಕುಮಾರ್, ಜಯಪ್ರದ ಜಯಚಿತ್ರ, ಎಂ.ಪಿ.ಶಂಕರ್: [47, 1343, 130, 1365]
- police-group-photo: [262, 1068, 474, 1198]
- lead-dateline: ಕೋಲಾರ ಮೇ ೨೮: [399, 127, 441, 135]
- cipet-headline: ಸಿಪೆಟ್ ಮೈಸೂರು ಉದ್ಯೋಗ ಆಧರಿತ ಡಿಪ್ಲೊಮಾ ಪ್ರವೇಶ: [605, 55, 775, 87]
- movie-title: ಕಲ್ಯಾಣೋತ್ಸವ: [167, 1166, 222, 1180]
- goddess-photo: [40, 658, 136, 718]
- paper-name: ಕೋಲಾರ ಪತ್ರಿಕೆ: [28, 34, 73, 45]
- brief-headline: ಸಂಕ್ಷಿಪ್ತ ವಾರ್ತಾ ಚಿತ್ರಲಹರಿ: [761, 783, 889, 801]
- movie-title: ಹುಲಿಯ ಹಾಲಿನ ಮೇವು: [42, 1324, 135, 1338]
- movie-cast: ಅಂಬರೀಶ್, ವಿನಯಪ್ರಸಾದ್ ಶ್ರುತಿ, ಎಸ್ಪಿ ಬಾಲಸುಬ್ರಹ್ಮಣ್ಯಂ: [150, 1185, 239, 1207]
- movie-title: ಮನ ಮೆಚ್ಚಿದ ಹುಡುಗಿ: [45, 1384, 132, 1398]
- akashvani-dateline: [793, 78, 929, 92]
- parties-body: [712, 1448, 820, 1518]
- wedding-column: [258, 98, 358, 796]
- cipet-para1: ಮೈಸೂರಿನಲ್ಲಿರುವ ಕೇಂದ್ರೀಯ ಪೆಟ್ರೋಕೆಮಿಕಲ್ಸ್ ಇಂಜಿನಿಯರಿಂಗ್ ಮತ್ತು ತಂತ್ರಜ್ಞಾನ ಸಂಸ್ಥೆ (ಸಿಪೆಟ್) ಕೌಶಲ್ಯ ಮತ್ತು ತಾಂತ್ರಿಕ ಬೆಂಬಲ ಕೇಂದ್ರವು ಭಾರತ ಸರ್ಕಾರದ ರಸಾಯನ ಪೆಟ್ರೋರಸಾಯನ ಮತ್ತು ರಸಗೊಬ್ಬರ ಸಚಿವಾಲಯದ ಸ್ವಾಯತ್ತ ಸಂಸ್ಥೆಯಾಗಿದೆ.: [605, 109, 777, 160]
- brief-caption2-text: ಆಗ್ನೇಯ ಶಿಕ್ಷಕರ ಕ್ಷೇತ್ರದ ಚುನಾವಣೆಗೆ ಬಿಜೆಪಿ-ಜೆಡಿಎಸ್ ಅಭ್ಯರ್ಥಿಯಾಗಿ ಸ್ಪರ್ಧಿಸಿರುವ ಎ.ಪಿ. ರಂಗನಾಥ್ ಅವರು ಕೋಲಾರದಲ್ಲಿ ಮತಯಾಚನೆ ನಡೆಸಿದರು. ನಾರಾಯಣಸ್ವಾಮಿ ಮತ್ತಿತರರು ಹಾಜರಿದ್ದರು.: [714, 1143, 940, 1180]
- chitradarshini-title: ಚಿತ್ರದರ್ಶಿನಿ: [60, 1139, 117, 1158]
- show-time: ಇಂದು ಬೆಳಿಗ್ಗೆ ೭ ಘಂಟೆಗೆ: [166, 1033, 223, 1041]
- parties-headline: ರಾಜಕೀಯ ಪಕ್ಷಗಳ ಬಿರುಸಿನ ಪ್ರಚಾರ: [721, 1401, 811, 1429]
- school-headline: ಶಾಲಾ ಪ್ರಾರಂಭೋತ್ಸವ ಸಂಭ್ರಮದಿಂದ ಆಚರಿಸಿ: [427, 783, 647, 801]
- tv-channel-name: ಕಲರ್ಸ್ ಕನ್ನಡ ಸಿನಿಮಾ: [161, 1020, 228, 1030]
- movie-title: ಮ್ಯಾಟ್ನಿ: [181, 820, 208, 834]
- show-time: ಇಂದು ಸಂಜೆ ೪ ಘಂಟೆಗೆ: [167, 381, 222, 389]
- police-headline: ಮಕ್ಕಳನ್ನು ದುಶ್ಚಟದಿಂದ ದೂರವಿಡಿ: ರವಿಶಂಕರ್: [258, 1020, 439, 1034]
- swastika-icon: 卐: [263, 59, 287, 88]
- snake-body: ನಾಗರಕಲ್ಲುಗಳ ಮುಂದೆ ನಿಜವಾದ ನಾಗರಹಾವುಗಳು ಪ್ರತ್ಯಕ್ಷವಾಗಿ ಭಕ್ತರಿಗೆ ದರ್ಶನ ನೀಡಿದ ಅಪರೂಪದ ಪ್ರಸಂಗ ತಾಲೂಕಿನ ಧಾರ್ಮಿಕ ಕೇಂದ್ರ ವಿದುರಾಶ್ವತ್ಥದಲ್ಲಿ ನಡೆದಿದೆ. ವಿದುರಾಶ್ವತ್ಥದಲ್ಲಿ ಸಹಸ್ರಾರು ಭಕ್ತರ ದಂಡು ನೆರೆದಿತ್ತು. ಬೆಳಗ್ಗೆ ೬ ಘಂಟೆ ವೇಳೆ ದೇಗುಲದ ಆವರಣದಲ್ಲಿರುವ ನಾಗರ ಕಲ್ಲುಗಳ ಮುಂದೆ ೪ ನಾಗರಹಾವುಗಳು ಪ್ರತ್ಯಕ್ಷವಾಗುತ್ತಿದ್ದಂತೆ ಭಕ್ತರು ಗಾಬರಿ ಆಗಿದ್ದಾರೆ. ಎರಡು ಹಾವುಗಳು ಹರಿದುತ್ತಿ ಕೆಲಕಾಲ ನಾಗರ ಕಲ್ಲುಗಳ ಮುಂದೆಯೇ ನಿಂತು ಭಕ್ತರಿಗೆ ದರ್ಶನ ನೀಡಿವೆ. ಬಳಿಕ ಅಲ್ಲಿಯೇ ಇದ್ದ ಹುತ್ತ ಒಳಗೆ ಹಾವುಗಳು ಸೇರಿ ಕೊಂಡಿವೆ. ನಾಗರ ಕಲ್ಲುಗಳ ಪ್ರತಿಷ್ಠಾಪನಾ ಕಾರ್ಯದ ಸಲುವಾಗಿ ನಾಗರ ಕಲ್ಲುಗಳನ್ನು ಇಡಲಾಗಿತ್ತು. ಕಳೆದ ವರ್ಷವೂ ಇದೇ ರೀತಿ ನಾಗರಹಾವುಗಳು ಪ್ರತ್ಯಕ್ಷವಾಗಿದ್ದವು. ನಿಜನಾಗರಹಾವುಗಳು ಪ್ರತ್ಯಕ್ಷವಾಗುತ್ತಿರುವುದು ಭಕ್ತರಲ್ಲಿ ಅಚ್ಚರಿ ಮೂಡಿಸಿದೆ. ಸ್ಥಳಕ್ಕೆ ಭೇಟಿ ನೀಡಿದ ಭಕ್ತರು ನಾಗರಹಾವುಗಳ ದರ್ಶನ ಪಡೆದು ಭಕ್ತಿ ಭಾವ ಮೆರೆದರು. ಸ್ವಲ್ಪ ಸಮಯದ ಬಳಿಕ ಹಾವುಗಳು ಹುತ್ತ ಸೇರಿದವು.: [258, 468, 358, 759]
- wedding-logo: [258, 51, 356, 96]
- show-time: ಇಂದು ರಾತ್ರಿ ೭ ಘಂಟೆಗೆ: [168, 1273, 221, 1281]
- issue-weekday: ಬುಧವಾರ: [826, 37, 855, 48]
- movie-cast: ಶರಣ್, ಇಶಿತಾ ದತ್ತ ರಾಮಕೃಷ್ಣ,ವಿನಯಪ್ರಸಾದ್: [165, 459, 224, 481]
- chitradarshini-list: [38, 1166, 139, 1428]
- lead-col1-text: ರಾಜ್ಯದಲ್ಲಿ ಕಾನೂನು ಸುವ್ಯವಸ್ಥೆ ಸಂಪೂರ್ಣ ಹದಗೆಟ್ಟಿದೆ, ಭ್ರಷ್ಟಾಚಾರ, ದುರಾಡಳಿತ, ಜನ-ರೈತವಿರೋಧಿ ನಿಲುವುಗಳ ವಿರುದ್ಧ ಬೆಂಗಳೂರಿನಲ್ಲಿ ಬಿಜೆಪಿ ಪ್ರತಿಭಟನೆ ಹಮ್ಮಿಕೊಳ್ಳಲಾಗಿದ್ದು, ಮುಖ್ಯಮಂತ್ರಿ ಸಿದ್ದರಾಮಯ್ಯ ಕೂಡಲೇ ರಾಜೀನಾಮೆ ನೀಡಬೇಕೆಂದು ಮಾಜಿ ಉಪಮುಖ್ಯಮಂತ್ರಿ ಡಾ.ಸಿ.ಎನ್.ಅಶ್ವತ್ಥನಾರಾಯಣ ಆಗ್ರಹಿಸಿದರು. ವಿಧಾನ ಪರಿಷತ್ ಚುನಾವಣೆ ಹಿನ್ನೆಲೆ ಕೋಲಾರಕ್ಕೆ ಆಗಮಿಸಿದ್ದ ಅವರು ಸುದ್ದಿಗಾರರೊಂದಿಗೆ ಮಾತನಾಡಿದರು.: [370, 141, 470, 290]
- show-time: ಇಂದು ಬೆಳಿಗ್ಗೆ ೭ ಘಂಟೆಗೆ: [60, 1311, 117, 1319]
